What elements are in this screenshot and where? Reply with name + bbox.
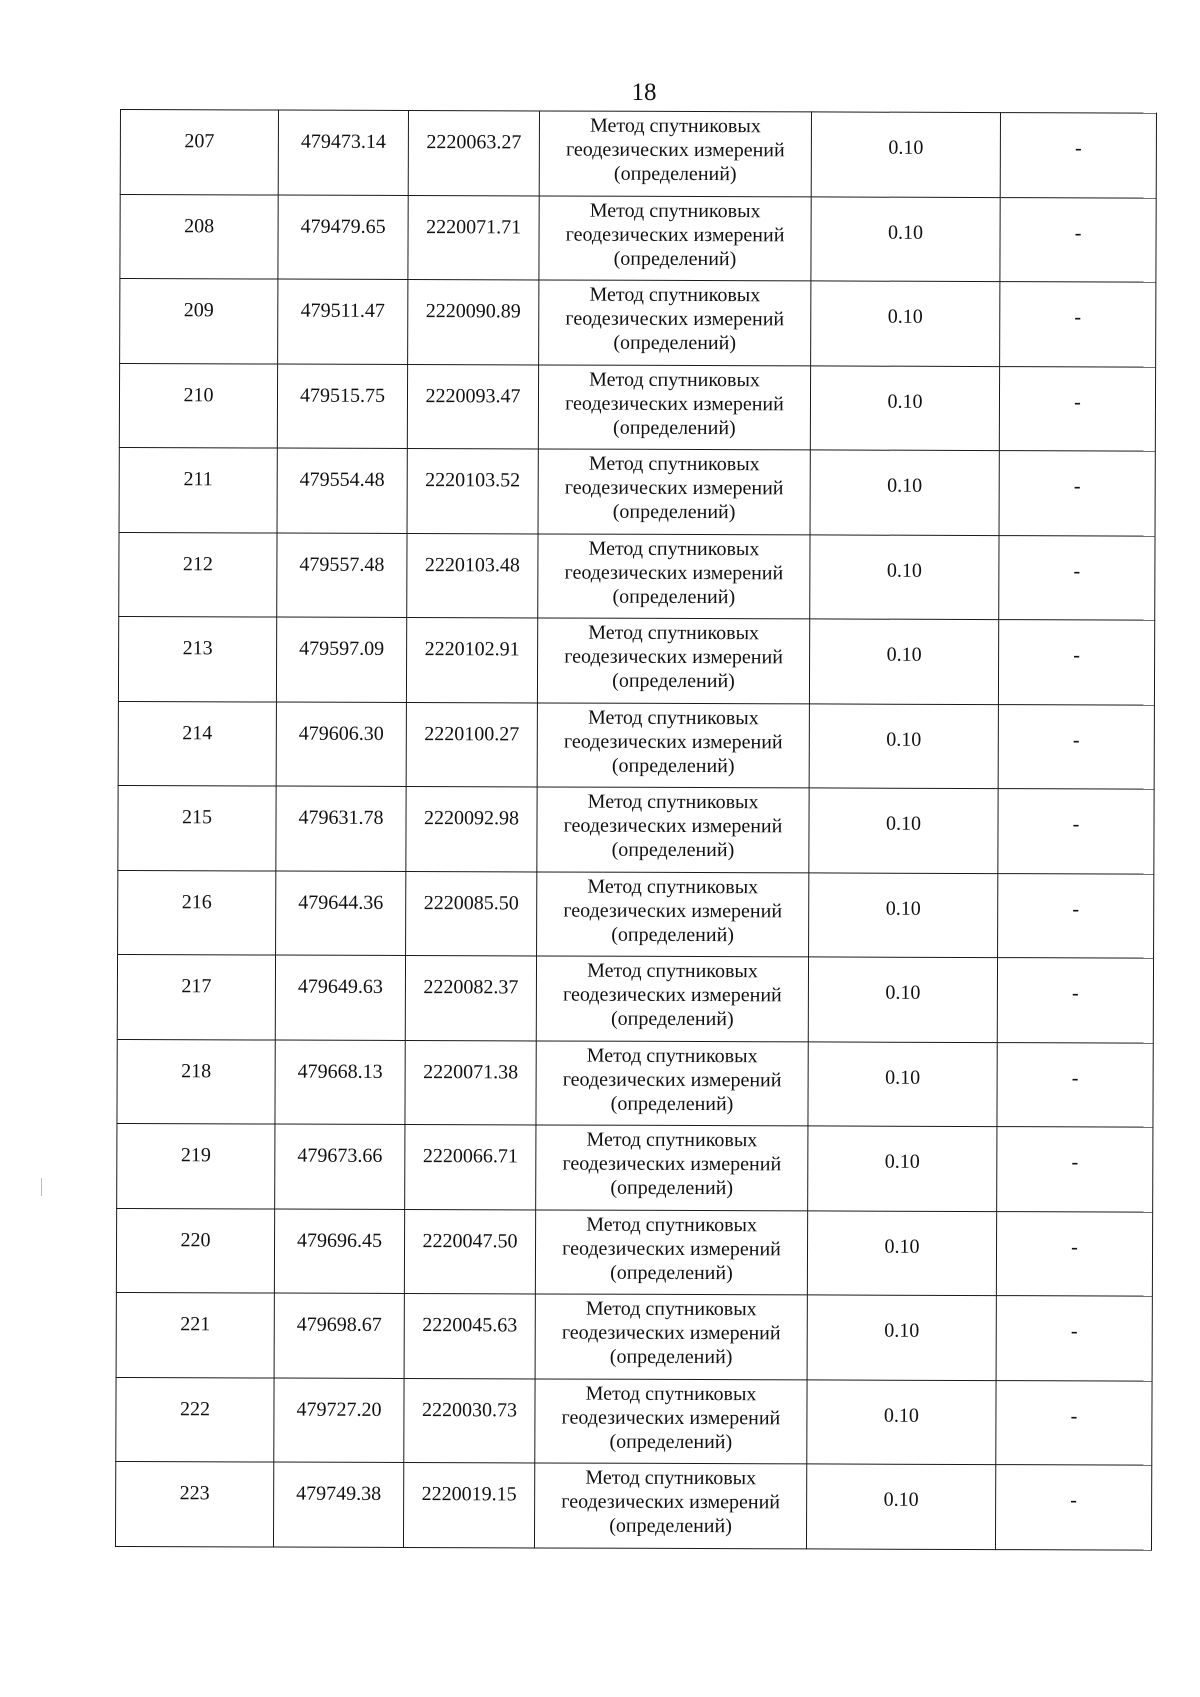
note-cell: -: [999, 535, 1155, 620]
method-line: геодезических измерений: [562, 1237, 781, 1260]
accuracy-cell: 0.10: [807, 1210, 996, 1295]
accuracy-cell: 0.10: [811, 112, 1000, 197]
method-cell: [535, 1378, 807, 1463]
method-line: Метод спутниковых: [587, 959, 758, 983]
method-line: геодезических измерений: [563, 983, 782, 1007]
point-number-cell: 207: [120, 110, 278, 195]
table-row: [119, 447, 1155, 535]
note-cell: -: [997, 1042, 1153, 1127]
x-coordinate-cell: 479698.67: [274, 1293, 404, 1378]
method-cell: [539, 195, 811, 280]
point-number-cell: 219: [117, 1123, 275, 1208]
accuracy-cell: 0.10: [810, 365, 999, 450]
method-line: Метод спутниковых: [590, 114, 761, 138]
x-coordinate-cell: 479668.13: [275, 1040, 405, 1125]
table-row: [120, 194, 1156, 282]
y-coordinate-cell: 2220019.15: [403, 1462, 534, 1547]
coordinates-table-body: [115, 110, 1156, 1550]
x-coordinate-cell: 479631.78: [276, 786, 406, 871]
accuracy-cell: 0.10: [809, 872, 998, 957]
y-coordinate-cell: 2220071.38: [405, 1040, 536, 1125]
note-cell: -: [998, 789, 1154, 874]
point-number-cell: 220: [116, 1208, 274, 1293]
method-line: (определений): [612, 669, 735, 693]
table-row: [120, 110, 1156, 198]
method-cell: [537, 871, 809, 956]
note-cell: -: [1000, 113, 1156, 198]
accuracy-cell: 0.10: [809, 703, 998, 788]
method-line: Метод спутниковых: [589, 199, 761, 222]
table-row: [118, 785, 1154, 873]
x-coordinate-cell: 479511.47: [278, 279, 408, 364]
method-line: (определений): [612, 585, 736, 608]
point-number-cell: 208: [120, 194, 278, 279]
table-row: [116, 1377, 1152, 1465]
method-cell: [538, 533, 810, 618]
accuracy-cell: 0.10: [809, 619, 998, 704]
x-coordinate-cell: 479606.30: [276, 702, 406, 787]
method-cell: [534, 1463, 806, 1548]
scan-artifact: [41, 1178, 42, 1196]
y-coordinate-cell: 2220066.71: [405, 1125, 536, 1210]
y-coordinate-cell: 2220100.27: [406, 702, 537, 787]
method-line: Метод спутниковых: [586, 1044, 758, 1067]
table-row: [115, 1461, 1151, 1549]
method-line: геодезических измерений: [565, 223, 785, 246]
point-number-cell: 218: [117, 1039, 275, 1124]
method-line: геодезических измерений: [561, 1406, 781, 1429]
method-cell: [535, 1209, 807, 1294]
method-line: Метод спутниковых: [587, 790, 759, 814]
method-line: Метод спутниковых: [587, 706, 759, 729]
y-coordinate-cell: 2220092.98: [406, 787, 537, 872]
table-row: [117, 1123, 1153, 1211]
method-line: Метод спутниковых: [588, 621, 760, 645]
method-line: Метод спутниковых: [588, 452, 760, 476]
accuracy-cell: 0.10: [810, 534, 999, 619]
method-cell: [538, 449, 810, 534]
point-number-cell: 222: [116, 1377, 274, 1462]
x-coordinate-cell: 479515.75: [277, 364, 407, 449]
note-cell: -: [996, 1380, 1152, 1465]
method-cell: [538, 364, 810, 449]
method-line: геодезических измерений: [565, 392, 784, 415]
method-line: (определений): [610, 1261, 733, 1284]
method-line: (определений): [610, 1176, 734, 1200]
method-line: геодезических измерений: [563, 899, 783, 922]
method-cell: [535, 1294, 807, 1379]
accuracy-cell: 0.10: [806, 1464, 995, 1549]
method-line: геодезических измерений: [562, 1152, 782, 1176]
note-cell: -: [996, 1296, 1152, 1381]
note-cell: -: [998, 704, 1154, 789]
method-line: (определений): [613, 162, 737, 186]
y-coordinate-cell: 2220063.27: [408, 111, 539, 196]
method-line: Метод спутниковых: [589, 283, 761, 307]
method-line: (определений): [611, 754, 735, 777]
table-row: [120, 279, 1156, 367]
method-line: (определений): [609, 1430, 733, 1453]
y-coordinate-cell: 2220071.71: [408, 195, 539, 280]
point-number-cell: 210: [119, 363, 277, 448]
table-row: [117, 954, 1153, 1042]
point-number-cell: 223: [115, 1461, 273, 1546]
table-row: [118, 616, 1154, 704]
accuracy-cell: 0.10: [807, 1295, 996, 1380]
method-line: (определений): [610, 1007, 734, 1031]
page-number: 18: [631, 79, 657, 106]
accuracy-cell: 0.10: [808, 957, 997, 1042]
method-line: Метод спутниковых: [587, 875, 759, 898]
x-coordinate-cell: 479649.63: [275, 955, 405, 1040]
point-number-cell: 221: [116, 1292, 274, 1377]
method-line: Метод спутниковых: [585, 1466, 757, 1490]
method-cell: [536, 956, 808, 1041]
note-cell: -: [1000, 282, 1156, 367]
coordinates-table: [115, 109, 1157, 1550]
method-line: (определений): [613, 331, 737, 355]
method-line: геодезических измерений: [561, 1321, 781, 1345]
table-row: [116, 1208, 1152, 1296]
table-row: [116, 1292, 1152, 1380]
x-coordinate-cell: 479473.14: [278, 110, 408, 195]
accuracy-cell: 0.10: [811, 281, 1000, 366]
x-coordinate-cell: 479696.45: [274, 1209, 404, 1294]
x-coordinate-cell: 479554.48: [277, 448, 407, 533]
x-coordinate-cell: 479644.36: [276, 871, 406, 956]
accuracy-cell: 0.10: [811, 196, 1000, 281]
method-cell: [537, 618, 809, 703]
note-cell: -: [996, 1211, 1152, 1296]
y-coordinate-cell: 2220103.52: [407, 449, 538, 534]
accuracy-cell: 0.10: [807, 1379, 996, 1464]
method-line: Метод спутниковых: [589, 368, 760, 391]
note-cell: -: [999, 451, 1155, 536]
method-line: геодезических измерений: [565, 307, 785, 331]
x-coordinate-cell: 479479.65: [278, 195, 408, 280]
method-line: геодезических измерений: [565, 138, 785, 162]
method-cell: [537, 702, 809, 787]
method-line: (определений): [611, 923, 734, 946]
method-cell: [537, 787, 809, 872]
y-coordinate-cell: 2220093.47: [407, 364, 538, 449]
method-line: (определений): [609, 1345, 733, 1369]
method-line: геодезических измерений: [564, 561, 784, 584]
method-line: геодезических измерений: [564, 476, 784, 500]
method-line: (определений): [613, 247, 737, 270]
y-coordinate-cell: 2220103.48: [407, 533, 538, 618]
point-number-cell: 217: [117, 954, 275, 1039]
accuracy-cell: 0.10: [808, 1126, 997, 1211]
y-coordinate-cell: 2220102.91: [406, 618, 537, 703]
method-line: геодезических измерений: [562, 1068, 782, 1091]
accuracy-cell: 0.10: [808, 1041, 997, 1126]
table-row: [119, 363, 1155, 451]
point-number-cell: 211: [119, 447, 277, 532]
method-line: Метод спутниковых: [585, 1297, 757, 1321]
method-cell: [536, 1040, 808, 1125]
method-line: Метод спутниковых: [585, 1382, 757, 1405]
table-row: [119, 532, 1155, 620]
method-line: (определений): [611, 838, 735, 862]
y-coordinate-cell: 2220085.50: [406, 871, 537, 956]
y-coordinate-cell: 2220082.37: [405, 956, 536, 1041]
point-number-cell: 216: [118, 870, 276, 955]
method-line: геодезических измерений: [561, 1490, 781, 1514]
table-row: [118, 870, 1154, 958]
table-row: [118, 701, 1154, 789]
point-number-cell: 215: [118, 785, 276, 870]
method-line: геодезических измерений: [563, 814, 783, 838]
method-line: (определений): [609, 1514, 732, 1538]
point-number-cell: 209: [120, 279, 278, 364]
note-cell: -: [1000, 197, 1156, 282]
method-cell: [539, 280, 811, 365]
point-number-cell: 212: [119, 532, 277, 617]
point-number-cell: 214: [118, 701, 276, 786]
method-line: (определений): [610, 1092, 734, 1115]
x-coordinate-cell: 479557.48: [277, 533, 407, 618]
note-cell: -: [998, 620, 1154, 705]
method-line: геодезических измерений: [564, 645, 783, 669]
accuracy-cell: 0.10: [809, 788, 998, 873]
note-cell: -: [999, 366, 1155, 451]
method-line: Метод спутниковых: [586, 1128, 758, 1152]
note-cell: -: [998, 873, 1154, 958]
method-line: (определений): [613, 416, 736, 439]
y-coordinate-cell: 2220030.73: [404, 1378, 535, 1463]
accuracy-cell: 0.10: [810, 450, 999, 535]
method-line: Метод спутниковых: [588, 537, 760, 560]
x-coordinate-cell: 479727.20: [274, 1378, 404, 1463]
method-line: (определений): [612, 500, 736, 524]
note-cell: -: [997, 1127, 1153, 1212]
method-cell: [536, 1125, 808, 1210]
x-coordinate-cell: 479597.09: [276, 617, 406, 702]
x-coordinate-cell: 479749.38: [273, 1462, 403, 1547]
method-line: Метод спутниковых: [586, 1213, 758, 1236]
y-coordinate-cell: 2220047.50: [404, 1209, 535, 1294]
y-coordinate-cell: 2220045.63: [404, 1293, 535, 1378]
y-coordinate-cell: 2220090.89: [408, 280, 539, 365]
note-cell: -: [997, 958, 1153, 1043]
x-coordinate-cell: 479673.66: [275, 1124, 405, 1209]
method-line: геодезических измерений: [563, 730, 783, 753]
table-row: [117, 1039, 1153, 1127]
note-cell: -: [995, 1465, 1151, 1550]
method-cell: [539, 111, 811, 196]
point-number-cell: 213: [118, 616, 276, 701]
